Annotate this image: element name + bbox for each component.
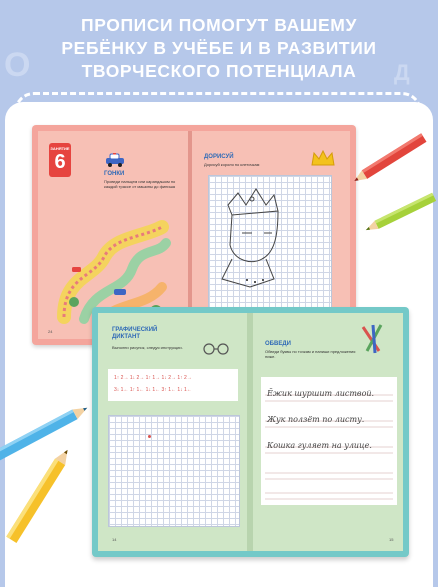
- handwriting-line: Ёжик шуршит листвой.: [267, 389, 375, 398]
- dictation-grid: [108, 415, 240, 527]
- page-title: ДОРИСУЙ: [204, 154, 234, 160]
- police-car-icon: [104, 153, 126, 167]
- decorative-letter: О: [4, 46, 31, 84]
- dictation-box: [108, 369, 238, 401]
- page-instruction: Проведи пальцем или карандашом по каждой трассе от машины до финиша: [104, 179, 176, 189]
- handwriting-line: Кошка гуляет на улице.: [267, 441, 372, 450]
- page-number: 14: [112, 537, 117, 542]
- lesson-label: ЗАНЯТИЕ: [50, 146, 70, 151]
- pencils-icon: [359, 323, 387, 355]
- pencil-green-icon: [362, 188, 438, 238]
- page-title: ГОНКИ: [104, 171, 125, 177]
- handwriting-line: Жук ползёт по листу.: [267, 415, 365, 424]
- lesson-number: 6: [54, 151, 66, 173]
- headline-line: РЕБЁНКУ В УЧЁБЕ И В РАЗВИТИИ: [61, 38, 377, 58]
- glasses-icon: [202, 343, 230, 355]
- lesson-badge: [49, 143, 71, 177]
- headline-line: ПРОПИСИ ПОМОГУТ ВАШЕМУ: [81, 15, 357, 35]
- dictation-row: 3↓ 1← 1↑ 1← 1↓ 1← 3↑ 1← 1↓ 1←: [114, 387, 192, 393]
- page-number: 24: [48, 329, 53, 334]
- king-drawing: [208, 175, 330, 319]
- book-green: [92, 307, 409, 557]
- page-title: ОБВЕДИ: [265, 341, 291, 347]
- start-dot: [148, 435, 151, 438]
- book-page-right: [253, 313, 403, 551]
- page-title: ГРАФИЧЕСКИЙ ДИКТАНТ: [112, 327, 158, 340]
- page-instruction: Дорисуй короля по клеточкам: [204, 162, 260, 167]
- page-instruction: Обведи буквы по точкам и напиши предложения ниже.: [265, 349, 356, 359]
- pencil-red-icon: [348, 128, 438, 188]
- page-number: 15: [389, 537, 394, 542]
- book-page-left: [98, 313, 247, 551]
- crown-icon: [310, 149, 336, 169]
- handwriting-box: [261, 377, 397, 505]
- dictation-row: 1↑ 2→ 1↓ 2→ 1↑ 1→ 1↓ 2→ 1↑ 2→: [114, 375, 192, 381]
- page-instruction: Выполни рисунок, следуя инструкции.: [112, 345, 183, 350]
- headline: [0, 14, 438, 83]
- pencil-yellow-icon: [0, 444, 80, 544]
- headline-line: ТВОРЧЕСКОГО ПОТЕНЦИАЛА: [81, 61, 357, 81]
- decorative-letter: Д: [394, 60, 410, 85]
